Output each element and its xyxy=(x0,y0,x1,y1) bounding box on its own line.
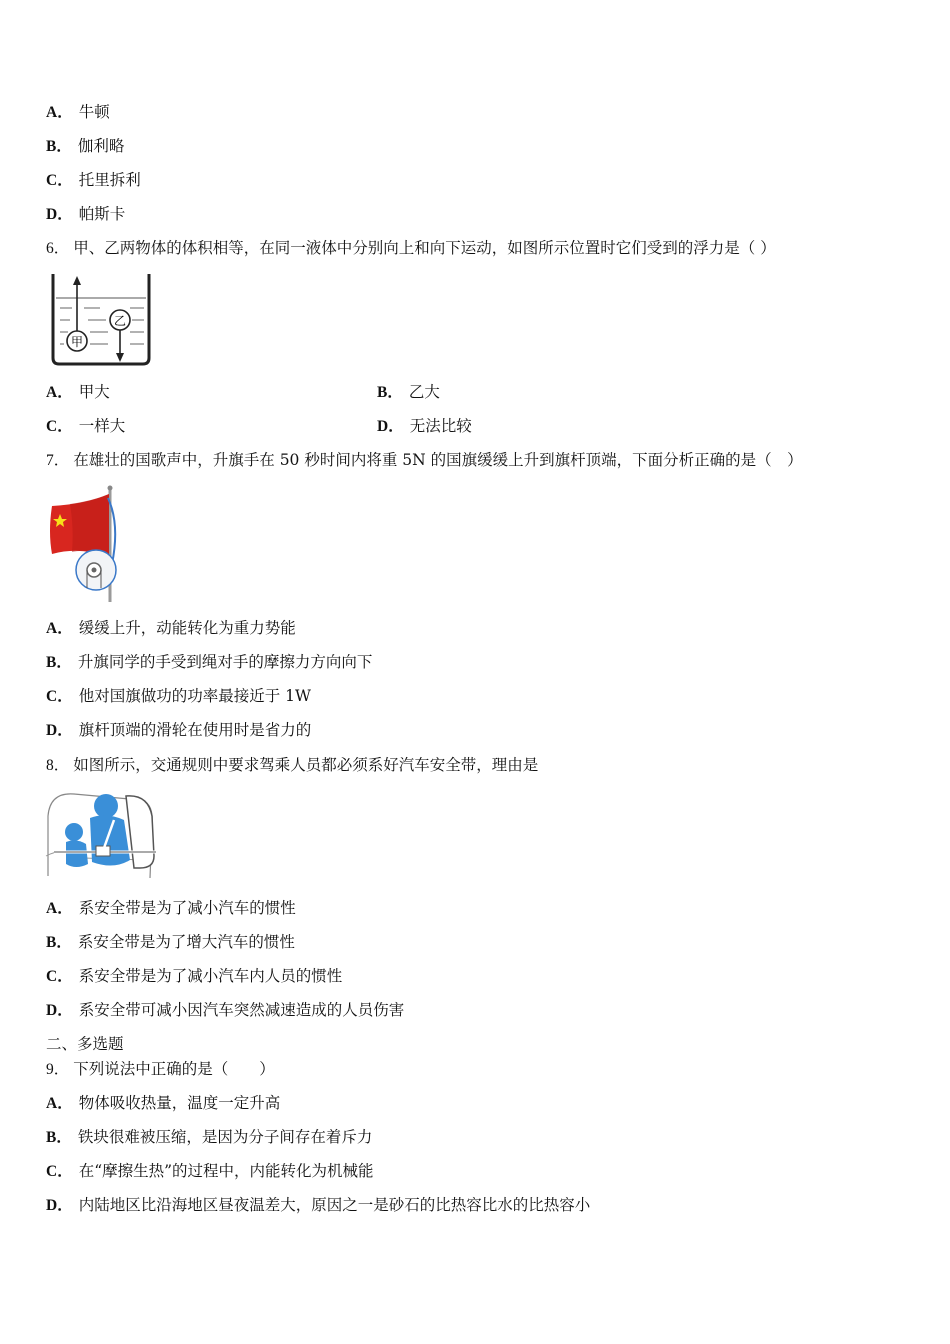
q8-figure-seatbelt xyxy=(44,786,162,880)
q8-option-d: D． 系安全带可减小因汽车突然减速造成的人员伤害 xyxy=(46,1001,405,1019)
q9-option-c: C． 在“摩擦生热”的过程中，内能转化为机械能 xyxy=(46,1162,374,1180)
q7-stem: 7． 在雄壮的国歌声中，升旗手在 50 秒时间内将重 5N 的国旗缓缓上升到旗杆顶端，下面分析正确的是（ ） xyxy=(46,451,803,469)
q7-option-c: C． 他对国旗做功的功率最接近于 1W xyxy=(46,687,311,705)
q6-figure-liquid-container xyxy=(50,272,152,368)
q6-option-c: C． 一样大 xyxy=(46,417,126,435)
q6-option-a: A． 甲大 xyxy=(46,383,110,401)
car-seat xyxy=(126,796,154,868)
yi-label: 乙 xyxy=(113,314,127,328)
q7-option-a: A． 缓缓上升，动能转化为重力势能 xyxy=(46,619,296,637)
arrow-up-icon xyxy=(73,276,81,285)
q6-option-d: D． 无法比较 xyxy=(377,417,472,435)
q8-option-a: A． 系安全带是为了减小汽车的惯性 xyxy=(46,899,296,917)
q9-stem: 9． 下列说法中正确的是（ ） xyxy=(46,1060,275,1078)
q7-figure-flag-pole xyxy=(46,484,122,604)
q5-option-d: D． 帕斯卡 xyxy=(46,205,126,223)
q8-option-b: B． 系安全带是为了增大汽车的惯性 xyxy=(46,933,295,951)
q6-option-b: B． 乙大 xyxy=(377,383,440,401)
arrow-down-icon xyxy=(116,353,124,362)
q5-option-a: A． 牛顿 xyxy=(46,103,110,121)
adult-head xyxy=(94,794,118,818)
q5-option-b: B． 伽利略 xyxy=(46,137,125,155)
q8-stem: 8． 如图所示，交通规则中要求驾乘人员都必须系好汽车安全带，理由是 xyxy=(46,756,539,774)
q7-option-d: D． 旗杆顶端的滑轮在使用时是省力的 xyxy=(46,721,312,739)
q9-option-b: B． 铁块很难被压缩，是因为分子间存在着斥力 xyxy=(46,1128,373,1146)
child-head xyxy=(65,823,83,841)
q8-option-c: C． 系安全带是为了减小汽车内人员的惯性 xyxy=(46,967,343,985)
q7-option-b: B． 升旗同学的手受到绳对手的摩擦力方向向下 xyxy=(46,653,373,671)
jia-label: 甲 xyxy=(70,335,84,349)
section-title-multi-choice: 二、多选题 xyxy=(46,1035,124,1053)
q9-option-d: D． 内陆地区比沿海地区昼夜温差大，原因之一是砂石的比热容比水的比热容小 xyxy=(46,1196,591,1214)
q9-option-a: A． 物体吸收热量，温度一定升高 xyxy=(46,1094,281,1112)
child-body xyxy=(66,840,88,867)
adult-body xyxy=(90,815,130,865)
q5-option-c: C． 托里拆利 xyxy=(46,171,141,189)
q6-stem: 6． 甲、乙两物体的体积相等，在同一液体中分别向上和向下运动，如图所示位置时它们受到的浮力是（ ） xyxy=(46,239,776,257)
